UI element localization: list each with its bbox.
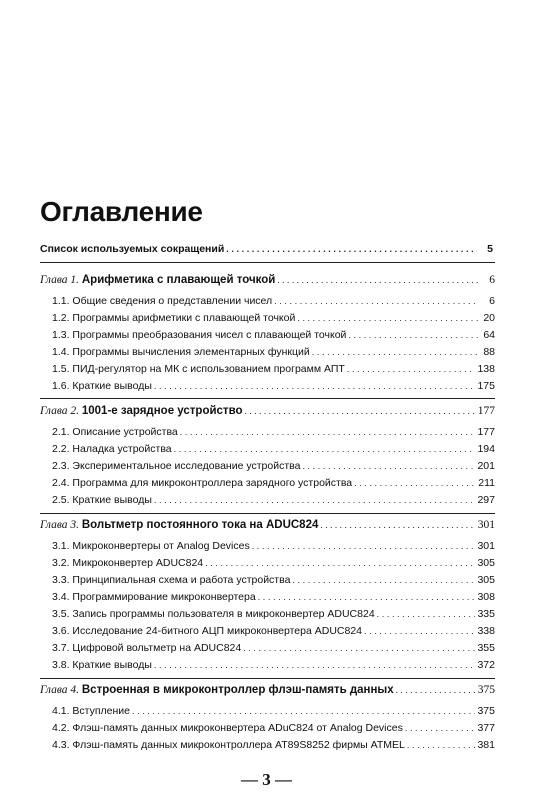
section-divider xyxy=(40,262,495,263)
dot-leader xyxy=(154,495,476,505)
dot-leader xyxy=(154,381,476,391)
section-page: 338 xyxy=(477,625,495,637)
dot-leader xyxy=(274,296,479,306)
toc-entry-page: 5 xyxy=(487,243,493,255)
dot-leader xyxy=(407,740,476,750)
chapter-page: 6 xyxy=(489,274,495,286)
toc-section-3-8[interactable] xyxy=(52,659,495,671)
toc-section-3-1[interactable] xyxy=(52,540,495,552)
dot-leader xyxy=(405,723,476,733)
section-label: 3.5. Запись программы пользователя в микроконвертер ADUC824 xyxy=(52,608,375,620)
toc-chapter-4[interactable] xyxy=(40,684,495,696)
section-page: 177 xyxy=(477,426,495,438)
section-label: 3.1. Микроконвертеры от Analog Devices xyxy=(52,540,250,552)
section-label: 1.5. ПИД-регулятор на МК с использованием программ АПТ xyxy=(52,363,345,375)
section-page: 138 xyxy=(477,363,495,375)
dot-leader xyxy=(226,244,477,254)
toc-section-3-5[interactable] xyxy=(52,608,495,620)
toc-section-4-1[interactable] xyxy=(52,705,495,717)
section-divider xyxy=(40,398,495,399)
section-label: 3.8. Краткие выводы xyxy=(52,659,152,671)
toc-section-1-6[interactable] xyxy=(52,380,495,392)
toc-section-3-7[interactable] xyxy=(52,642,495,654)
toc-section-2-2[interactable] xyxy=(52,443,495,455)
dot-leader xyxy=(364,626,475,636)
section-page: 201 xyxy=(477,460,495,472)
chapter-prefix: Глава 2. xyxy=(40,405,79,417)
dot-leader xyxy=(292,575,475,585)
dot-leader xyxy=(297,313,479,323)
section-divider xyxy=(40,678,495,679)
toc-section-4-2[interactable] xyxy=(52,722,495,734)
section-page: 381 xyxy=(477,739,495,751)
toc-section-3-2[interactable] xyxy=(52,557,495,569)
toc-section-1-2[interactable] xyxy=(52,312,495,324)
toc-section-2-5[interactable] xyxy=(52,494,495,506)
section-page: 335 xyxy=(477,608,495,620)
section-divider xyxy=(40,513,495,514)
section-page: 305 xyxy=(477,557,495,569)
dot-leader xyxy=(252,541,476,551)
dot-leader xyxy=(302,461,475,471)
section-label: 2.1. Описание устройства xyxy=(52,426,178,438)
section-label: 1.3. Программы преобразования чисел с плавающей точкой xyxy=(52,329,347,341)
toc-chapter-3[interactable] xyxy=(40,519,495,531)
section-label: 4.2. Флэш-память данных микроконвертера ADuC824 от Analog Devices xyxy=(52,722,403,734)
page-number: — 3 — xyxy=(241,770,292,789)
dot-leader xyxy=(205,558,475,568)
section-label: 4.1. Вступление xyxy=(52,705,131,717)
section-page: 175 xyxy=(477,380,495,392)
toc-section-3-3[interactable] xyxy=(52,574,495,586)
section-page: 64 xyxy=(483,329,495,341)
section-page: 308 xyxy=(477,591,495,603)
section-label: 2.4. Программа для микроконтроллера зарядного устройства xyxy=(52,477,353,489)
dot-leader xyxy=(312,347,479,357)
toc-section-4-3[interactable] xyxy=(52,739,495,751)
chapter-page: 375 xyxy=(477,684,495,696)
section-label: 3.4. Программирование микроконвертера xyxy=(52,591,256,603)
dot-leader xyxy=(348,330,479,340)
section-label: 3.2. Микроконвертер ADUC824 xyxy=(52,557,204,569)
toc-section-1-1[interactable] xyxy=(52,295,495,307)
section-label: 1.6. Краткие выводы xyxy=(52,380,152,392)
toc-section-1-4[interactable] xyxy=(52,346,495,358)
section-label: 3.3. Принципиальная схема и работа устройства xyxy=(52,574,291,586)
section-page: 305 xyxy=(477,574,495,586)
section-page: 20 xyxy=(483,312,495,324)
dot-leader xyxy=(377,609,476,619)
dot-leader xyxy=(347,364,476,374)
section-label: 2.2. Наладка устройства xyxy=(52,443,172,455)
dot-leader xyxy=(154,660,476,670)
dot-leader xyxy=(180,427,476,437)
page-title: Оглавление xyxy=(40,196,203,227)
section-label: 2.3. Экспериментальное исследование устройства xyxy=(52,460,301,472)
chapter-title: Встроенная в микроконтроллер флэш-память данных xyxy=(81,684,394,696)
section-page: 88 xyxy=(483,346,495,358)
section-page: 377 xyxy=(477,722,495,734)
toc-section-3-6[interactable] xyxy=(52,625,495,637)
dot-leader xyxy=(258,592,476,602)
toc-chapter-1[interactable] xyxy=(40,274,495,286)
chapter-page: 177 xyxy=(477,405,495,417)
dot-leader xyxy=(320,520,475,530)
section-label: 3.7. Цифровой вольтметр на ADUC824 xyxy=(52,642,242,654)
dot-leader xyxy=(396,685,476,695)
section-page: 297 xyxy=(477,494,495,506)
dot-leader xyxy=(132,706,475,716)
toc-section-2-1[interactable] xyxy=(52,426,495,438)
section-label: 3.6. Исследование 24-битного АЦП микроконвертера ADUC824 xyxy=(52,625,363,637)
toc-chapter-2[interactable] xyxy=(40,405,495,417)
toc-section-1-5[interactable] xyxy=(52,363,495,375)
section-page: 301 xyxy=(477,540,495,552)
section-label: 1.4. Программы вычисления элементарных функций xyxy=(52,346,310,358)
section-label: 1.1. Общие сведения о представлении чисел xyxy=(52,295,273,307)
chapter-page: 301 xyxy=(477,519,495,531)
section-page: 372 xyxy=(477,659,495,671)
toc-section-1-3[interactable] xyxy=(52,329,495,341)
chapter-title: Вольтметр постоянного тока на ADUC824 xyxy=(81,519,319,531)
dot-leader xyxy=(245,406,476,416)
toc-section-2-4[interactable] xyxy=(52,477,495,489)
toc-entry-label: Список используемых сокращений xyxy=(40,243,225,255)
chapter-prefix: Глава 3. xyxy=(40,519,79,531)
toc-entry-abbreviations[interactable] xyxy=(40,243,493,255)
chapter-prefix: Глава 4. xyxy=(40,684,79,696)
toc-section-2-3[interactable] xyxy=(52,460,495,472)
dot-leader xyxy=(277,275,479,285)
section-label: 1.2. Программы арифметики с плавающей точкой xyxy=(52,312,296,324)
chapter-title: 1001-е зарядное устройство xyxy=(81,405,243,417)
chapter-title: Арифметика с плавающей точкой xyxy=(81,274,276,286)
section-label: 4.3. Флэш-память данных микроконтроллера AT89S8252 фирмы ATMEL xyxy=(52,739,405,751)
section-page: 355 xyxy=(477,642,495,654)
section-page: 6 xyxy=(489,295,495,307)
dot-leader xyxy=(354,478,476,488)
chapter-prefix: Глава 1. xyxy=(40,274,79,286)
section-page: 194 xyxy=(477,443,495,455)
section-page: 375 xyxy=(477,705,495,717)
section-page: 211 xyxy=(478,477,495,489)
dot-leader xyxy=(174,444,476,454)
section-label: 2.5. Краткие выводы xyxy=(52,494,152,506)
toc-section-3-4[interactable] xyxy=(52,591,495,603)
dot-leader xyxy=(243,643,475,653)
